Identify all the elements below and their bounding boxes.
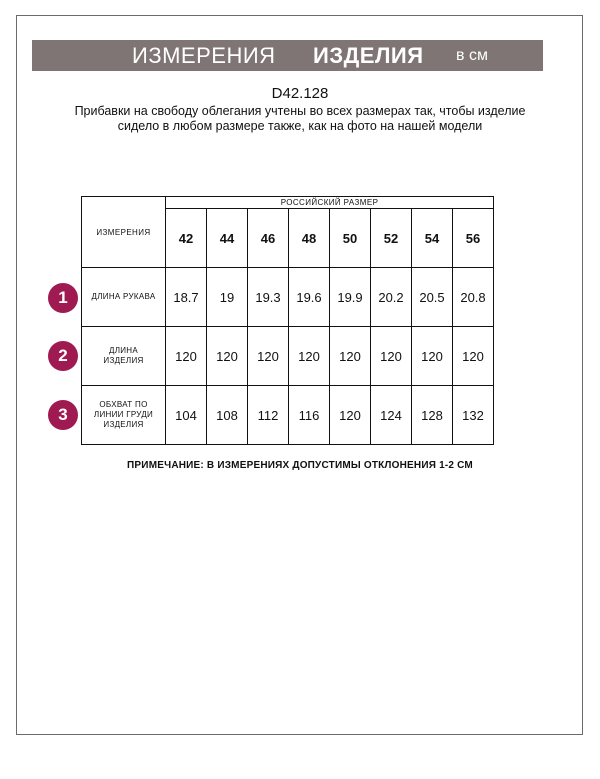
value-cell: 132 <box>453 386 494 445</box>
value-cell: 20.8 <box>453 268 494 327</box>
title-part1: ИЗМЕРЕНИЯ <box>132 43 276 68</box>
table-header-row <box>82 197 494 209</box>
value-cell: 19 <box>207 268 248 327</box>
value-cell: 120 <box>289 327 330 386</box>
size-cell: 46 <box>248 209 289 268</box>
measurement-label-text: ДЛИНА ИЗДЕЛИЯ <box>103 346 144 365</box>
size-cell: 50 <box>330 209 371 268</box>
value-cell: 20.2 <box>371 268 412 327</box>
size-cell: 56 <box>453 209 494 268</box>
value-cell: 108 <box>207 386 248 445</box>
size-cell: 42 <box>166 209 207 268</box>
value-cell: 112 <box>248 386 289 445</box>
value-cell: 120 <box>207 327 248 386</box>
value-cell: 20.5 <box>412 268 453 327</box>
value-cell: 128 <box>412 386 453 445</box>
value-cell: 120 <box>166 327 207 386</box>
title-banner <box>32 40 543 71</box>
size-cell: 54 <box>412 209 453 268</box>
intro-text: Прибавки на свободу облегания учтены во всех размерах так, чтобы изделие сидело в любом размере также, как на фото на нашей модели <box>74 104 526 133</box>
value-cell: 120 <box>248 327 289 386</box>
value-cell: 124 <box>371 386 412 445</box>
units-label: в см <box>456 47 488 64</box>
table-row <box>82 268 494 327</box>
value-cell: 120 <box>412 327 453 386</box>
value-cell: 104 <box>166 386 207 445</box>
size-group-header: РОССИЙСКИЙ РАЗМЕР <box>166 197 494 209</box>
size-cell: 52 <box>371 209 412 268</box>
value-cell: 120 <box>371 327 412 386</box>
value-cell: 19.6 <box>289 268 330 327</box>
row-number-badge: 3 <box>48 400 78 430</box>
measurement-label <box>82 327 166 386</box>
value-cell: 116 <box>289 386 330 445</box>
title-part2: ИЗДЕЛИЯ <box>313 43 424 68</box>
row-number-badge: 2 <box>48 341 78 371</box>
value-cell: 120 <box>453 327 494 386</box>
size-cell: 48 <box>289 209 330 268</box>
value-cell: 18.7 <box>166 268 207 327</box>
size-cell: 44 <box>207 209 248 268</box>
deviation-note: ПРИМЕЧАНИЕ: В ИЗМЕРЕНИЯХ ДОПУСТИМЫ ОТКЛОНЕНИЯ 1-2 СМ <box>127 460 473 471</box>
value-cell: 19.9 <box>330 268 371 327</box>
size-table <box>81 196 494 445</box>
measurement-label: ДЛИНА РУКАВА <box>82 268 166 327</box>
value-cell: 120 <box>330 327 371 386</box>
product-code: D42.128 <box>271 85 329 102</box>
measurements-header: ИЗМЕРЕНИЯ <box>82 197 166 268</box>
value-cell: 19.3 <box>248 268 289 327</box>
value-cell: 120 <box>330 386 371 445</box>
row-number-badge: 1 <box>48 283 78 313</box>
table-row <box>82 386 494 445</box>
measurement-label <box>82 386 166 445</box>
table-row <box>82 327 494 386</box>
measurement-label-text: ОБХВАТ ПО ЛИНИИ ГРУДИ ИЗДЕЛИЯ <box>93 400 154 429</box>
